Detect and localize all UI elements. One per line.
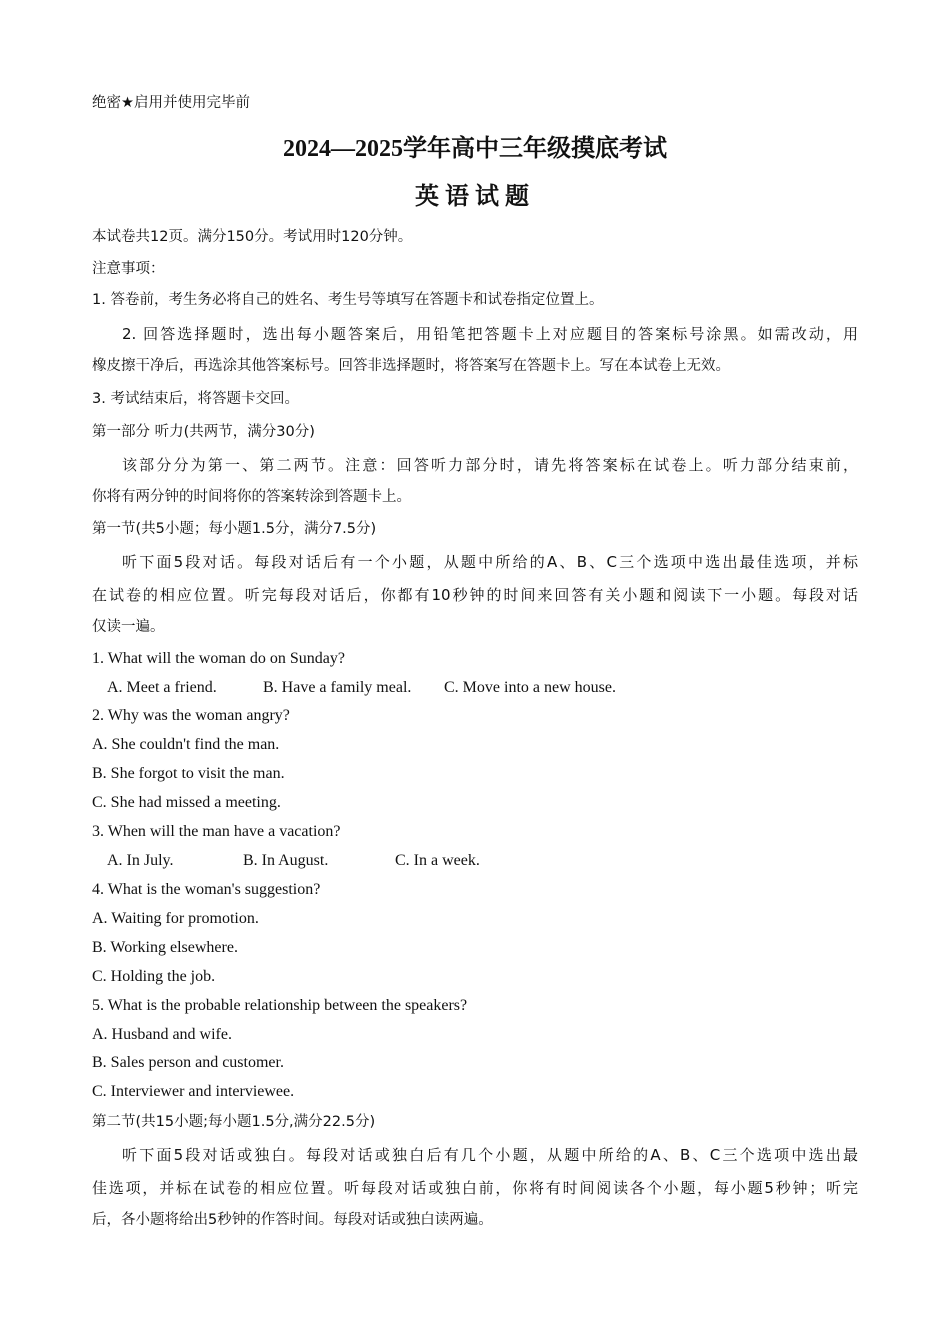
question-3-option-c: C. In a week. — [395, 852, 480, 869]
question-1-option-a: A. Meet a friend. — [107, 679, 217, 696]
question-1-option-c: C. Move into a new house. — [444, 679, 616, 696]
section2-desc-line2: 佳选项，并标在试卷的相应位置。听每段对话或独白前，你将有时间阅读各个小题，每小题5秒钟；听完 — [92, 1179, 858, 1197]
notice-item-1: 1. 答卷前，考生务必将自己的姓名、考生号等填写在答题卡和试卷指定位置上。 — [92, 292, 604, 308]
question-3-stem: 3. When will the man have a vacation? — [92, 823, 341, 840]
section2-heading: 第二节(共15小题;每小题1.5分,满分22.5分) — [92, 1114, 376, 1130]
question-3-option-b: B. In August. — [243, 852, 329, 869]
question-5-stem: 5. What is the probable relationship between the speakers? — [92, 997, 468, 1014]
notice-heading: 注意事项： — [92, 261, 165, 277]
intro-text: 本试卷共12页。满分150分。考试用时120分钟。 — [92, 229, 413, 245]
question-2-option-c: C. She had missed a meeting. — [92, 794, 281, 811]
question-2-option-a: A. She couldn't find the man. — [92, 736, 280, 753]
question-1-stem: 1. What will the woman do on Sunday? — [92, 650, 345, 667]
notice-item-2-line2: 橡皮擦干净后，再选涂其他答案标号。回答非选择题时，将答案写在答题卡上。写在本试卷上无效。 — [92, 358, 730, 374]
part1-heading: 第一部分 听力(共两节，满分30分) — [92, 424, 315, 440]
question-4-stem: 4. What is the woman's suggestion? — [92, 881, 321, 898]
section1-heading: 第一节(共5小题；每小题1.5分，满分7.5分) — [92, 521, 377, 537]
section1-desc-line2: 在试卷的相应位置。听完每段对话后，你都有10秒钟的时间来回答有关小题和阅读下一小题。每段对话 — [92, 586, 858, 604]
part1-desc-line2: 你将有两分钟的时间将你的答案转涂到答题卡上。 — [92, 489, 411, 505]
exam-title: 2024—2025学年高中三年级摸底考试 — [283, 136, 667, 162]
question-5-option-b: B. Sales person and customer. — [92, 1054, 284, 1071]
section1-desc-line1: 听下面5段对话。每段对话后有一个小题，从题中所给的A、B、C三个选项中选出最佳选项，并标 — [122, 553, 858, 571]
confidential-label: 绝密★启用并使用完毕前 — [92, 95, 250, 111]
question-4-option-c: C. Holding the job. — [92, 968, 216, 985]
part1-desc-line1: 该部分分为第一、第二两节。注意：回答听力部分时，请先将答案标在试卷上。听力部分结束前， — [122, 456, 858, 474]
notice-item-3: 3. 考试结束后，将答题卡交回。 — [92, 391, 299, 407]
question-5-option-a: A. Husband and wife. — [92, 1026, 232, 1043]
question-5-option-c: C. Interviewer and interviewee. — [92, 1083, 295, 1100]
subject-title: 英语试题 — [415, 182, 535, 210]
question-1-option-b: B. Have a family meal. — [263, 679, 412, 696]
section2-desc-line3: 后，各小题将给出5秒钟的作答时间。每段对话或独白读两遍。 — [92, 1212, 493, 1228]
section2-desc-line1: 听下面5段对话或独白。每段对话或独白后有几个小题，从题中所给的A、B、C三个选项中选出最 — [122, 1146, 858, 1164]
question-2-option-b: B. She forgot to visit the man. — [92, 765, 285, 782]
question-4-option-a: A. Waiting for promotion. — [92, 910, 259, 927]
question-3-option-a: A. In July. — [107, 852, 174, 869]
question-2-stem: 2. Why was the woman angry? — [92, 707, 290, 724]
notice-item-2-line1: 2. 回答选择题时，选出每小题答案后，用铅笔把答题卡上对应题目的答案标号涂黑。如需改动，用 — [122, 325, 858, 343]
question-4-option-b: B. Working elsewhere. — [92, 939, 238, 956]
section1-desc-line3: 仅读一遍。 — [92, 619, 165, 635]
